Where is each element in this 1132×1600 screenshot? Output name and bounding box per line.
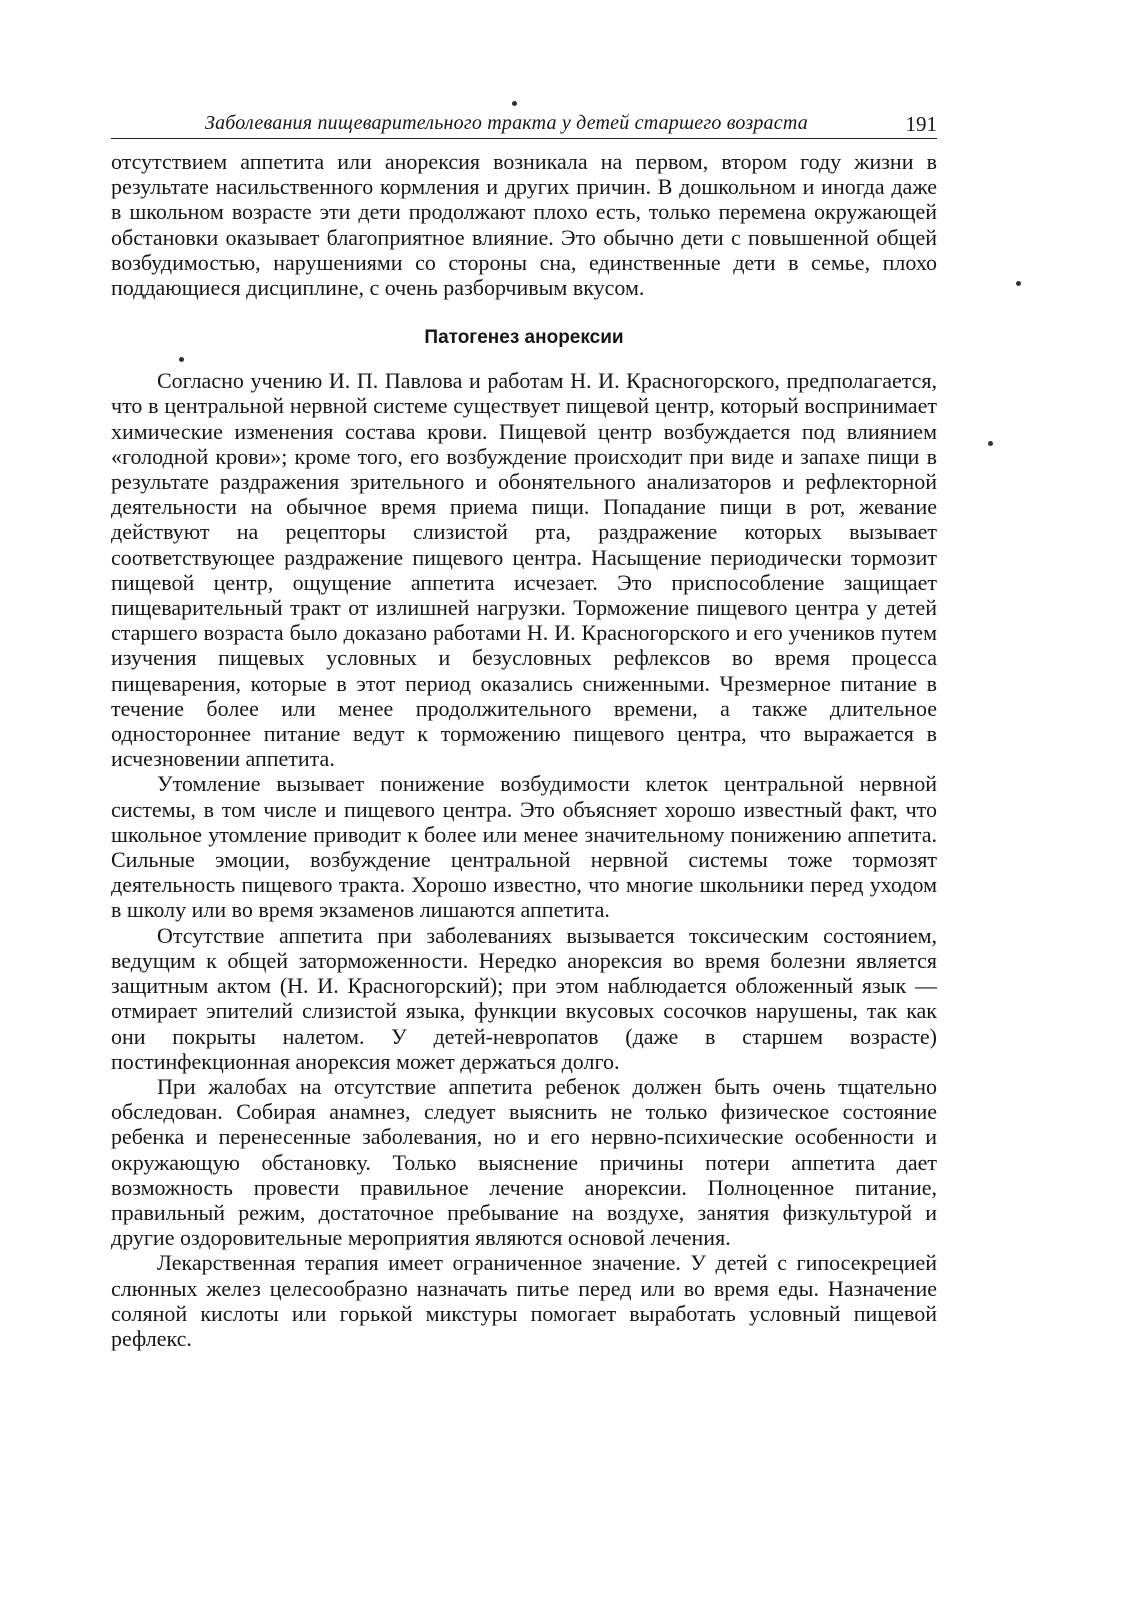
running-title: Заболевания пищеварительного тракта у детей старшего возраста <box>205 112 808 134</box>
page-body <box>111 149 937 1351</box>
print-speck <box>988 441 993 446</box>
running-header <box>111 104 937 139</box>
book-page <box>111 104 937 1351</box>
intro-paragraph: отсутствием аппетита или анорексия возникала на первом, втором году жизни в результате насильственного кормления и других причин. В дошкольном и иногда даже в школьном возрасте эти дети продолжают плохо есть, только перемена окружающей обстановки оказывает благоприятное влияние. Это обычно дети с повышенной общей возбудимостью, нарушениями со стороны сна, единственные дети в семье, плохо поддающиеся дисциплине, с очень разборчивым вкусом. <box>111 149 937 301</box>
paragraph-1: Согласно учению И. П. Павлова и работам Н. И. Красногорского, предполагается, что в центральной нервной системе существует пищевой центр, который воспринимает химические изменения состава крови. Пищевой центр возбуждается под влиянием «голодной крови»; кроме того, его возбуждение происходит при виде и запахе пищи в результате раздражения зрительного и обонятельного анализаторов и рефлекторной деятельности на обычное время приема пищи. Попадание пищи в рот, жевание действуют на рецепторы слизистой рта, раздражение которых вызывает соответствующее раздражение пищевого центра. Насыщение периодически тормозит пищевой центр, ощущение аппетита исчезает. Это приспособление защищает пищеварительный тракт от излишней нагрузки. Торможение пищевого центра у детей старшего возраста было доказано работами Н. И. Красногорского и его учеников путем изучения пищевых условных и безусловных рефлексов во время процесса пищеварения, которые в этот период оказались сниженными. Чрезмерное питание в течение более или менее продолжительного времени, а также длительное одностороннее питание ведут к торможению пищевого центра, что выражается в исчезновении аппетита. <box>111 368 937 772</box>
paragraph-4: При жалобах на отсутствие аппетита ребенок должен быть очень тщательно обследован. Собирая анамнез, следует выяснить не только физическое состояние ребенка и перенесенные заболевания, но и его нервно-психические особенности и окружающую обстановку. Только выяснение причины потери аппетита дает возможность провести правильное лечение анорексии. Полноценное питание, правильный режим, достаточное пребывание на воздухе, занятия физкультурой и другие оздоровительные мероприятия являются основой лечения. <box>111 1073 937 1251</box>
paragraph-5: Лекарственная терапия имеет ограниченное значение. У детей с гипосекрецией слюнных желез целесообразно назначать питье перед или во время еды. Назначение соляной кислоты или горькой микстуры помогает выработать условный пищевой рефлекс. <box>111 1250 937 1351</box>
paragraph-3: Отсутствие аппетита при заболеваниях вызывается токсическим состоянием, ведущим к общей заторможенности. Нередко анорексия во время болезни является защитным актом (Н. И. Красногорский); при этом наблюдается обложенный язык — отмирает эпителий слизистой языка, функции вкусовых сосочков нарушены, так как они покрыты налетом. У детей-невропатов (даже в старшем возрасте) постинфекционная анорексия может держаться долго. <box>111 922 937 1074</box>
print-speck <box>1016 281 1021 286</box>
page-number: 191 <box>905 112 937 136</box>
section-title: Патогенез анорексии <box>424 327 624 349</box>
print-speck <box>512 101 517 106</box>
paragraph-2: Утомление вызывает понижение возбудимости клеток центральной нервной системы, в том числе и пищевого центра. Это объясняет хорошо известный факт, что школьное утомление приводит к более или менее значительному понижению аппетита. Сильные эмоции, возбуждение центральной нервной системы тоже тормозят деятельность пищевого тракта. Хорошо известно, что многие школьники перед уходом в школу или во время экзаменов лишаются аппетита. <box>111 771 937 923</box>
print-speck <box>179 357 184 362</box>
